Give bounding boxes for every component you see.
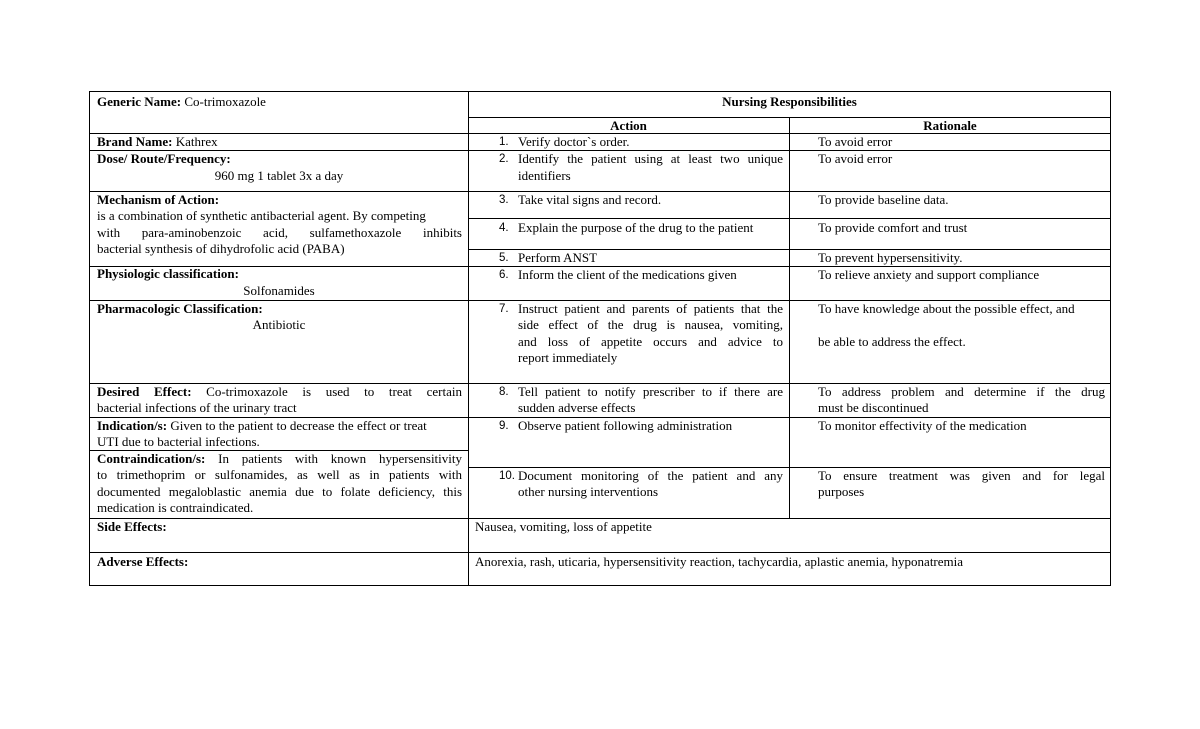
action-number: 7.: [499, 303, 509, 315]
adverse-effects-value: Anorexia, rash, uticaria, hypersensitivity reaction, tachycardia, aplastic anemia, hyponatremia: [475, 554, 964, 569]
desired-effect: [97, 384, 462, 401]
rationale-text: To avoid error: [818, 151, 893, 166]
rationale-text: To monitor effectivity of the medication: [818, 418, 1027, 433]
action-text: Take vital signs and record.: [518, 192, 662, 207]
physiologic-value: Solfonamides: [243, 283, 315, 298]
contraindication-line: to trimethoprim or sulfonamides, as well as in patients with: [97, 467, 462, 482]
action-text: Explain the purpose of the drug to the patient: [518, 220, 754, 235]
mechanism-line: bacterial synthesis of dihydrofolic acid (PABA): [97, 241, 345, 256]
action-number: 2.: [499, 153, 509, 165]
action-number: 6.: [499, 269, 509, 281]
action-text: Inform the client of the medications given: [518, 267, 737, 282]
rationale-text: To prevent hypersensitivity.: [818, 250, 963, 265]
rationale-text: To have knowledge about the possible effect, and: [818, 301, 1075, 316]
rationale-text: purposes: [818, 484, 865, 499]
indication: [97, 418, 427, 435]
rationale-text: To address problem and determine if the drug: [818, 384, 1105, 399]
adverse-effects-label: Adverse Effects:: [97, 554, 189, 569]
desired-effect-text: Co-trimoxazole is used to treat certain: [191, 384, 462, 399]
action-number: 4.: [499, 222, 509, 234]
action-number: 10.: [499, 470, 515, 482]
rationale-text: To relieve anxiety and support compliance: [818, 267, 1040, 282]
action-text: side effect of the drug is nausea, vomiting,: [518, 317, 783, 332]
action-text: Verify doctor`s order.: [518, 134, 630, 149]
indication-line: UTI due to bacterial infections.: [97, 434, 260, 449]
indication-text: Given to the patient to decrease the effect or treat: [167, 418, 427, 433]
action-text: Document monitoring of the patient and any: [518, 468, 783, 483]
desired-effect-label: Desired Effect:: [97, 384, 192, 399]
rationale-header: Rationale: [923, 118, 977, 133]
action-text: identifiers: [518, 168, 571, 183]
dose-label: Dose/ Route/Frequency:: [97, 151, 231, 166]
mechanism-label: Mechanism of Action:: [97, 192, 220, 207]
pharmacologic-value: Antibiotic: [252, 317, 306, 332]
action-number: 5.: [499, 252, 509, 264]
contraindication-line: documented megaloblastic anemia due to folate deficiency, this: [97, 484, 462, 499]
right-row-line: [468, 218, 1111, 219]
generic-name-label: Generic Name:: [97, 94, 182, 109]
action-text: Perform ANST: [518, 250, 598, 265]
action-text: report immediately: [518, 350, 618, 365]
action-text: sudden adverse effects: [518, 400, 636, 415]
mechanism-line: is a combination of synthetic antibacterial agent. By competing: [97, 208, 426, 223]
action-number: 1.: [499, 136, 509, 148]
action-number: 3.: [499, 194, 509, 206]
desired-effect-line: bacterial infections of the urinary tract: [97, 400, 297, 415]
action-text: Identify the patient using at least two unique: [518, 151, 783, 166]
contraindication-label: Contraindication/s:: [97, 451, 206, 466]
generic-name-value: Co-trimoxazole: [181, 94, 266, 109]
mechanism-line: with para-aminobenzoic acid, sulfamethoxazole inhibits: [97, 225, 462, 240]
action-text: and loss of appetite occurs and advice to: [518, 334, 783, 349]
column-divider: [468, 92, 469, 586]
action-text: Observe patient following administration: [518, 418, 733, 433]
rationale-text: To ensure treatment was given and for legal: [818, 468, 1105, 483]
rationale-text: To provide baseline data.: [818, 192, 949, 207]
rationale-text: To provide comfort and trust: [818, 220, 968, 235]
generic-name: [97, 94, 266, 111]
full-row-line: [90, 552, 1111, 553]
nursing-responsibilities-header: Nursing Responsibilities: [722, 94, 857, 109]
dose-value: 960 mg 1 tablet 3x a day: [214, 168, 344, 183]
action-text: other nursing interventions: [518, 484, 659, 499]
brand-name-label: Brand Name:: [97, 134, 173, 149]
rationale-text: To avoid error: [818, 134, 893, 149]
rationale-text: be able to address the effect.: [818, 334, 966, 349]
action-header: Action: [610, 118, 647, 133]
indication-label: Indication/s:: [97, 418, 168, 433]
contraindication-text: In patients with known hypersensitivity: [205, 451, 462, 466]
pharmacologic-label: Pharmacologic Classification:: [97, 301, 263, 316]
action-text: Tell patient to notify prescriber to if there are: [518, 384, 783, 399]
side-effects-label: Side Effects:: [97, 519, 167, 534]
side-effects-value: Nausea, vomiting, loss of appetite: [475, 519, 652, 534]
action-text: Instruct patient and parents of patients that the: [518, 301, 783, 316]
contraindication: [97, 451, 462, 468]
action-number: 8.: [499, 386, 509, 398]
physiologic-label: Physiologic classification:: [97, 266, 239, 281]
drug-study-table: [89, 91, 1111, 586]
brand-name-value: Kathrex: [172, 134, 218, 149]
rationale-text: must be discontinued: [818, 400, 929, 415]
brand-name: [97, 134, 218, 151]
action-number: 9.: [499, 420, 509, 432]
contraindication-line: medication is contraindicated.: [97, 500, 254, 515]
action-rationale-divider: [789, 117, 790, 518]
